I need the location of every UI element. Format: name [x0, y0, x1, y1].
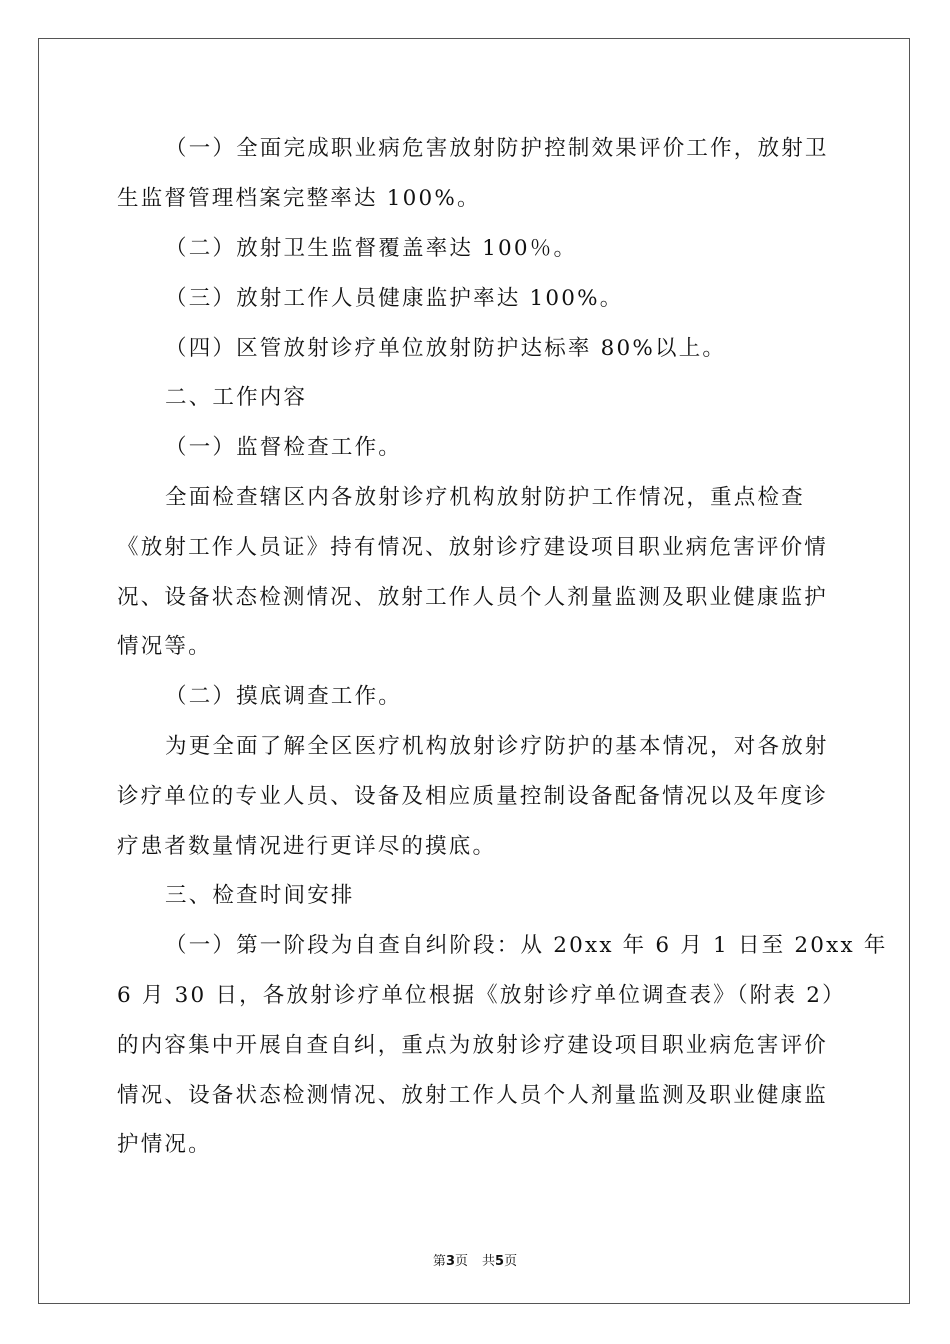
total-suffix: 页 [504, 1254, 518, 1269]
paragraph-line: 诊疗单位的专业人员、设备及相应质量控制设备配备情况以及年度诊 [117, 784, 829, 809]
page-prefix: 第 [432, 1254, 446, 1269]
paragraph-line: 况、设备状态检测情况、放射工作人员个人剂量监测及职业健康监护 [117, 585, 829, 610]
paragraph-line: 生监督管理档案完整率达 100%。 [117, 186, 481, 211]
paragraph-line: 情况、设备状态检测情况、放射工作人员个人剂量监测及职业健康监 [117, 1083, 829, 1108]
paragraph-line: 《放射工作人员证》持有情况、放射诊疗建设项目职业病危害评价情 [117, 535, 829, 560]
paragraph-line: 疗患者数量情况进行更详尽的摸底。 [117, 834, 497, 859]
paragraph-line: 情况等。 [117, 634, 212, 659]
page-number: 3 [445, 1254, 455, 1269]
subsection-heading: （二）摸底调查工作。 [165, 684, 403, 709]
paragraph-line: （一）全面完成职业病危害放射防护控制效果评价工作，放射卫 [165, 136, 829, 161]
paragraph-line: （四）区管放射诊疗单位放射防护达标率 80%以上。 [165, 336, 727, 361]
page-border [38, 38, 910, 1304]
paragraph-line: 的内容集中开展自查自纠，重点为放射诊疗建设项目职业病危害评价 [117, 1033, 829, 1058]
section-heading: 三、检查时间安排 [165, 883, 355, 908]
total-prefix: 共 [482, 1254, 496, 1269]
paragraph-line: 为更全面了解全区医疗机构放射诊疗防护的基本情况，对各放射 [165, 734, 829, 759]
section-heading: 二、工作内容 [165, 385, 308, 410]
paragraph-line: 护情况。 [117, 1132, 212, 1157]
paragraph-line: 6 月 30 日，各放射诊疗单位根据《放射诊疗单位调查表》（附表 2） [117, 983, 846, 1008]
subsection-heading: （一）监督检查工作。 [165, 435, 403, 460]
paragraph-line: （三）放射工作人员健康监护率达 100%。 [165, 286, 624, 311]
paragraph-line: （二）放射卫生监督覆盖率达 100％。 [165, 236, 578, 261]
paragraph-line: 全面检查辖区内各放射诊疗机构放射防护工作情况，重点检查 [165, 485, 805, 510]
paragraph-line: （一）第一阶段为自查自纠阶段：从 20xx 年 6 月 1 日至 20xx 年 [165, 933, 888, 958]
total-pages: 5 [495, 1254, 505, 1269]
page-suffix: 页 [454, 1254, 468, 1269]
page-footer [0, 1250, 950, 1269]
